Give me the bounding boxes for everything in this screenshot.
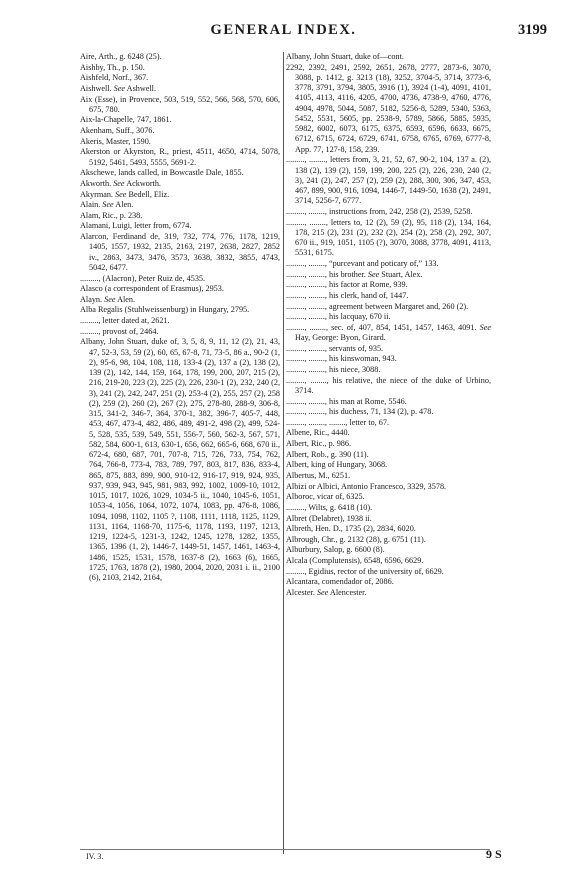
entry-text: Albertus, M., 6251. [286, 470, 351, 480]
entry-text: Aishfeld, Norf., 367. [80, 73, 149, 83]
index-entry [286, 471, 491, 481]
index-entry [286, 280, 491, 290]
entry-text: Albrough, Chr., g. 2132 (28), g. 6751 (11). [286, 534, 426, 544]
index-entry [80, 115, 280, 125]
index-entry [80, 305, 280, 315]
index-entry [80, 295, 280, 305]
index-entry [286, 344, 491, 354]
index-entry [286, 63, 491, 155]
entry-text: Alarcon, Ferdinand de, 319, 732, 774, 776, 1178, 1219, 1405, 1557, 1932, 2135, 2163, 2197, 2638, 2827, 2852 iv., 2863, 3473, 3476, 3573, 3638, 3832, 3855, 4743, 5042, 6477. [80, 232, 280, 272]
index-entry [80, 73, 280, 83]
index-entry [80, 327, 280, 337]
entry-text: Aishwell. [80, 83, 114, 93]
index-entry [286, 365, 491, 375]
index-entry [286, 207, 491, 217]
see-reference-label: See [102, 200, 114, 210]
entry-text: ........., ........, letters from, 3, 21, 52, 67, 90-2, 104, 137 a. (2), 138 (2), 139 (2), 159, 199, 200, 225 (2), 226, 230, 240 (2, 3), 241 (2), 247, 257 (2), 259 (2), 288, 300, 306, 347, 453, 467, 899, 900, 916, 1094, 1446-7, 1449-50, 1638 (2), 2491, 3714, 5256-7, 6777. [286, 155, 491, 206]
entry-text: Alcester. [286, 588, 317, 598]
entry-text: ........., ........, letters to, 12 (2), 59 (2), 95, 118 (2), 134, 164, 178, 215 (2), 231 (2), 232 (2), 254 (2), 258 (2), 292, 307, 670 ii., 919, 1051, 1105 (?), 3070, 3088, 3778, 4091, 4113, 5531, 6175. [286, 217, 491, 258]
index-entry [80, 95, 280, 116]
index-entry [80, 284, 280, 294]
index-entry [286, 577, 491, 587]
index-entry [286, 218, 491, 259]
cross-reference-target: Alencester. [329, 588, 367, 598]
entry-text: Albert, Ric., p. 986. [286, 439, 352, 449]
index-entry [286, 545, 491, 555]
see-reference-label: See [115, 189, 127, 199]
entry-text: ........., ........, his relative, the niece of the duke of Urbino, 3714. [286, 375, 491, 395]
entry-text: ........., ........, his clerk, hand of, 1447. [286, 290, 409, 300]
cross-reference-target: Bedell, Eliz. [128, 189, 170, 199]
index-entry [286, 323, 491, 344]
see-reference-label: See [113, 83, 126, 93]
signature-mark: IV. 3. [86, 852, 104, 861]
entry-text: ........., ........, servants of, 935. [286, 343, 384, 353]
entry-text: Aishby, Th., p. 150. [80, 62, 145, 72]
page-number: 3199 [518, 22, 547, 38]
cross-reference-target: Alen. [117, 294, 136, 304]
index-entry [80, 337, 280, 583]
see-reference-label: See [113, 178, 125, 188]
index-entry [80, 137, 280, 147]
index-entry [286, 270, 491, 280]
cross-reference-target: Ackworth. [126, 178, 161, 188]
see-reference-label: See [367, 269, 380, 279]
entry-text: Albene, Ric., 4440. [286, 428, 350, 438]
index-entry [80, 221, 280, 231]
right-column [286, 52, 491, 599]
entry-text: Albreth, Hen. D., 1735 (2), 2834, 6020. [286, 524, 416, 534]
entry-text: ........., ........, his factor at Rome, 939. [286, 280, 408, 290]
entry-text: Alboroc, vicar of, 6325. [286, 492, 365, 502]
index-entry [286, 52, 491, 62]
page-title: GENERAL INDEX. [210, 22, 357, 38]
entry-text: Albret (Delabret), 1938 ii. [286, 513, 372, 523]
index-entry [286, 302, 491, 312]
entry-text: Akschewe, lands called, in Bowcastle Dale, 1855. [80, 168, 244, 178]
entry-text: ........., ........, sec. of, 407, 854, 1451, 1457, 1463, 4091. [286, 322, 480, 332]
entry-text: ........., ........, his kinswoman, 943. [286, 354, 397, 364]
index-entry [80, 316, 280, 326]
left-column [80, 52, 280, 584]
entry-text: Alcantara, comendador of, 2086. [286, 577, 394, 587]
entry-text: Akworth. [80, 178, 114, 188]
entry-text: ........., ........, his man at Rome, 5546. [286, 396, 407, 406]
index-entry [80, 63, 280, 73]
index-entry [286, 418, 491, 428]
entry-text: Alba Regalis (Stuhlweissenburg) in Hungary, 2795. [80, 305, 250, 315]
index-entry [286, 450, 491, 460]
index-entry [80, 52, 280, 62]
cross-reference-target: Ashwell. [126, 83, 156, 93]
entry-text: ........., letter dated at, 2621. [80, 316, 170, 326]
entry-text: Albert, Rob., g. 390 (11). [286, 449, 369, 459]
index-entry [286, 428, 491, 438]
entry-text: 2292, 2392, 2491, 2592, 2651, 2678, 2777, 2873-6, 3070, 3088, p. 1412, g. 3213 (18), 3252, 3704-5, 3714, 3773-6, 3778, 3791, 3794, 3805, 3916 (1), 3924 (1-4), 4091, 4101, 4105, 4113, 4116, 4205, 4700, 4736, 4738-9, 4760, 4776, 4904, 4978, 5044, 5087, 5182, 5256-8, 5289, 5340, 5363, 5452, 5531, 5605, pp. 2538-9, 5789, 5866, 5885, 5935, 5982, 6002, 6073, 6175, 6375, 6593, 6596, 6633, 6675, 6712, 6715, 6724, 6729, 6741, 6758, 6765, 6769, 6777-8, App. 77, 127-8, 158, 239. [286, 62, 491, 154]
index-entry [286, 482, 491, 492]
entry-text: Alain. [80, 200, 103, 210]
index-entry [286, 524, 491, 534]
entry-text: Albizi or Albici, Antonio Francesco, 3329, 3578. [286, 481, 447, 491]
index-entry [286, 567, 491, 577]
entry-text: Albany, John Stuart, duke of, 3, 5, 8, 9, 11, 12 (2), 21, 43, 47, 52-3, 53, 59 (2), 60, 65, 67-8, 71, 73-5, 86 a., 90-2 (1, 2), 95-6, 98, 104, 108, 118, 133-4 (2), 137 a (2), 138 (2), 139 (2), 142, 144, 159, 164, 178, 199, 200, 207, 215 (2), 216, 219-20, 223 (2), 225 (2), 226, 230-1 (2), 232, 240 (2, 3), 241 (2), 242, 247, 251 (2), 253-4 (2), 255, 257 (2), 258 (2), 259 (2), 260 (2), 267 (2), 275, 278-80, 288-9, 306-8, 315, 341-2, 346-7, 364, 370-1, 382, 396-7, 405-7, 448, 453, 467, 473-4, 482, 486, 489, 491-2, 498 (2), 499, 524-5, 528, 535, 539, 549, 551, 556-7, 560, 562-3, 567, 571, 582, 584, 600-1, 613, 630-1, 656, 662, 665-6, 668, 670 ii., 672-4, 680, 687, 701, 707-8, 715, 726, 733, 754, 762, 764, 766-8, 773-4, 783, 789, 797, 803, 817, 836, 833-4, 865, 875, 883, 899, 900, 910-12, 916-17, 919, 924, 935, 937, 939, 943, 945, 981, 983, 992, 1002, 1009-10, 1012, 1015, 1017, 1026, 1029, 1034-5 ii., 1040, 1045-6, 1051, 1053-4, 1056, 1064, 1072, 1074, 1083, pp. 476-8, 1086, 1094, 1098, 1102, 1105 ?, 1108, 1111, 1118, 1125, 1129, 1131, 1164, 1168-70, 1175-6, 1178, 1193, 1197, 1213, 1219, 1224-5, 1231-3, 1242, 1245, 1278, 1282, 1355, 1365, 1396 (1, 2), 1446-7, 1449-51, 1457, 1461, 1463-4, 1486, 1525, 1531, 1578, 1637-8 (2), 1663 (6), 1665, 1725, 1763, 1878 (2), 1980, 2004, 2020, 2031 i. ii., 2100 (6), 2103, 2142, 2164, [80, 337, 281, 583]
index-entry [80, 190, 280, 200]
cross-reference-target: Stuart, Alex. [381, 269, 423, 279]
entry-text: Alburbury, Salop, g. 6600 (8). [286, 545, 385, 555]
index-entry [286, 588, 491, 598]
entry-text: Akenham, Suff., 3076. [80, 126, 155, 136]
entry-text: ........., ........, his lacquay, 670 ii. [286, 312, 391, 322]
entry-text: Alcala (Complutensis), 6548, 6596, 6629. [286, 556, 424, 566]
index-entry [80, 200, 280, 210]
entry-text: ........., ........, “purcevant and poticary of,” 133. [286, 258, 439, 268]
entry-text: Aire, Arth., g. 6248 (25). [80, 52, 162, 61]
entry-text: ........., ........, his brother. [286, 269, 368, 279]
entry-text: Albert, king of Hungary, 3068. [286, 460, 388, 470]
entry-text: ........., ........, instructions from, 242, 258 (2), 2539, 5258. [286, 206, 473, 216]
entry-text: ........., ........, his niece, 3088. [286, 364, 381, 374]
index-entry [80, 84, 280, 94]
entry-text: Aix-la-Chapelle, 747, 1861. [80, 115, 172, 125]
gathering-mark: 9 S [486, 847, 502, 861]
index-entry [286, 492, 491, 502]
index-entry [80, 147, 280, 168]
index-entry [286, 397, 491, 407]
entry-text: ........., provost of, 2464. [80, 326, 159, 336]
index-entry [286, 155, 491, 206]
see-reference-label: See [316, 588, 329, 598]
entry-text: ........., Egidius, rector of the university of, 6629. [286, 566, 444, 576]
entry-text: Akerston or Akyrston, R., priest, 4511, 4650, 4714, 5078, 5192, 5461, 5493, 5555, 5691-2. [80, 147, 280, 167]
entry-text: Akeris, Master, 1590. [80, 136, 151, 146]
entry-text: Aix (Esse), in Provence, 503, 519, 552, 566, 568, 570, 606, 675, 780. [80, 94, 280, 114]
entry-text: ........., ........, ........, letter to, 67. [286, 417, 390, 427]
entry-text: Alamani, Luigi, letter from, 6774. [80, 221, 192, 231]
index-entry [80, 232, 280, 273]
footer-rule [80, 849, 490, 850]
index-entry [286, 376, 491, 397]
cross-reference-target: Hay, George: Byon, Girard. [295, 333, 386, 343]
entry-text: ........., ........, his duchess, 71, 134 (2), p. 478. [286, 407, 434, 417]
entry-text: Akyrman. [80, 189, 116, 199]
index-entry [286, 354, 491, 364]
index-entry [80, 274, 280, 284]
entry-text: ........., ........, agreement between Margaret and, 260 (2). [286, 301, 469, 311]
entry-text: ........., Wilts, g. 6418 (10). [286, 502, 373, 512]
index-entry [286, 514, 491, 524]
entry-text: Alayn. [80, 294, 105, 304]
index-entry [286, 407, 491, 417]
entry-text: ........., (Alacron), Peter Ruiz de, 4535. [80, 273, 206, 283]
index-entry [286, 312, 491, 322]
column-divider [283, 52, 284, 854]
index-entry [286, 291, 491, 301]
index-entry [80, 168, 280, 178]
index-entry [286, 503, 491, 513]
index-entry [286, 556, 491, 566]
index-entry [80, 179, 280, 189]
index-entry [286, 439, 491, 449]
index-entry [286, 259, 491, 269]
entry-text: Alam, Ric., p. 238. [80, 210, 143, 220]
entry-text: Alasco (a correspondent of Erasmus), 2953. [80, 284, 224, 294]
see-reference-label: See [479, 322, 491, 332]
index-entry [286, 460, 491, 470]
index-entry [80, 211, 280, 221]
index-entry [286, 535, 491, 545]
entry-text: Albany, John Stuart, duke of—cont. [286, 52, 404, 61]
cross-reference-target: Alen. [115, 200, 134, 210]
see-reference-label: See [104, 294, 116, 304]
index-entry [80, 126, 280, 136]
